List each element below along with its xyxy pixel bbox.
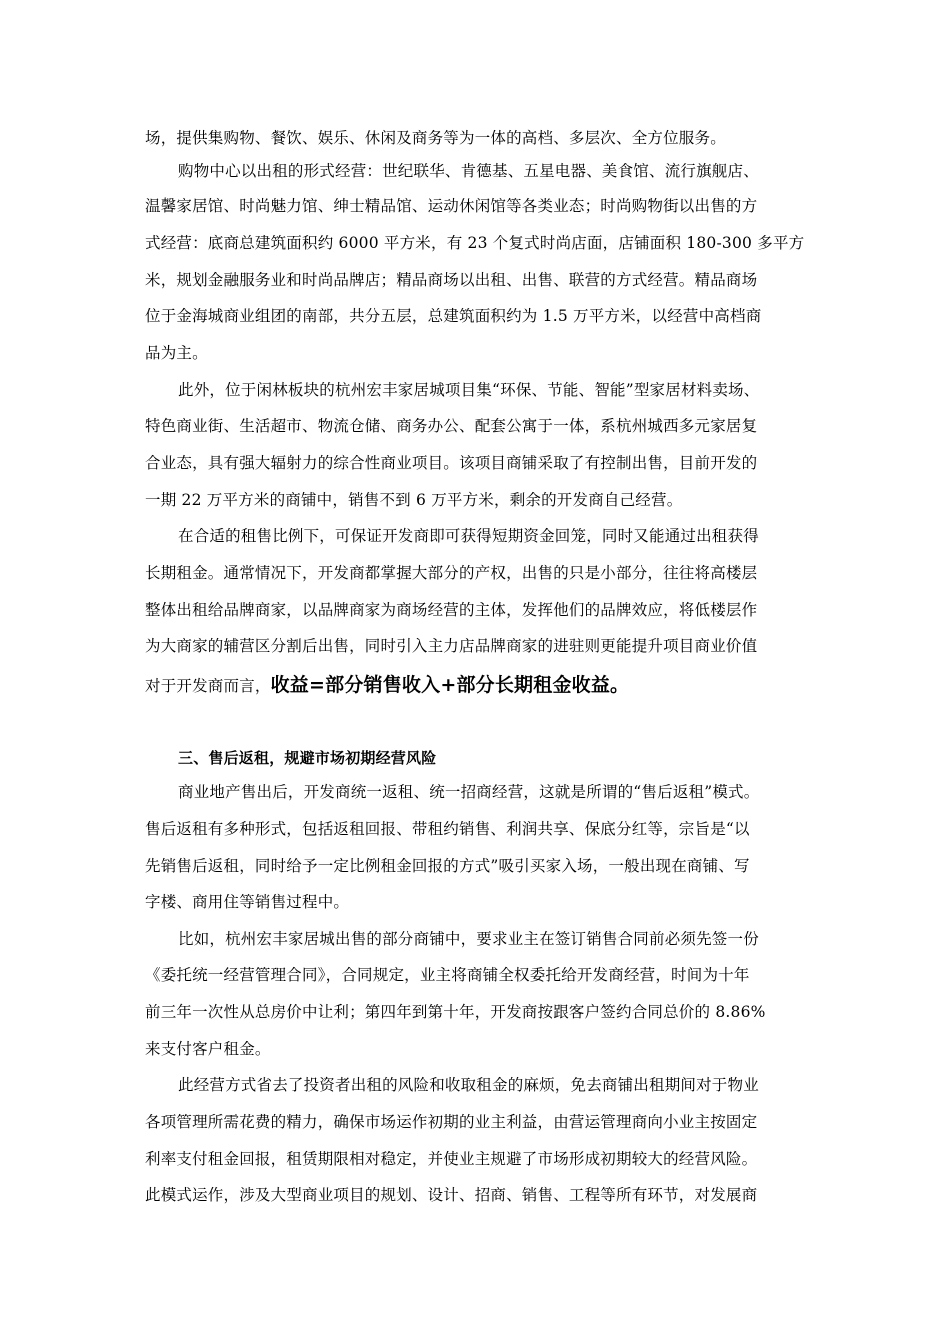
text-line: 商业地产售出后，开发商统一返租、统一招商经营，这就是所谓的“售后返租”模式。 bbox=[178, 783, 760, 801]
text-line: 长期租金。通常情况下，开发商都掌握大部分的产权，出售的只是小部分，往往将高楼层 bbox=[145, 564, 758, 582]
text-line: 在合适的租售比例下，可保证开发商即可获得短期资金回笼，同时又能通过出租获得 bbox=[178, 527, 759, 545]
text-line: 来支付客户租金。 bbox=[145, 1040, 271, 1058]
text-line bbox=[145, 675, 629, 696]
text-line: 品为主。 bbox=[145, 344, 208, 362]
text-line: 先销售后返租，同时给予一定比例租金回报的方式”吸引买家入场，一般出现在商铺、写 bbox=[145, 857, 750, 875]
text-line: 温馨家居馆、时尚魅力馆、绅士精品馆、运动休闲馆等各类业态；时尚购物街以出售的方 bbox=[145, 197, 758, 215]
text-line: 购物中心以出租的形式经营：世纪联华、肯德基、五星电器、美食馆、流行旗舰店、 bbox=[178, 162, 759, 180]
text-line: 《委托统一经营管理合同》，合同规定，业主将商铺全权委托给开发商经营，时间为十年 bbox=[145, 966, 750, 984]
text-line: 前三年一次性从总房价中让利；第四年到第十年，开发商按跟客户签约合同总价的 8.86% bbox=[145, 1003, 766, 1021]
text-line: 合业态，具有强大辐射力的综合性商业项目。该项目商铺采取了有控制出售，目前开发的 bbox=[145, 454, 758, 472]
text-line: 此模式运作，涉及大型商业项目的规划、设计、招商、销售、工程等所有环节，对发展商 bbox=[145, 1186, 758, 1204]
text-line: 为大商家的辅营区分割后出售，同时引入主力店品牌商家的进驻则更能提升项目商业价值 bbox=[145, 637, 758, 655]
text-line: 此经营方式省去了投资者出租的风险和收取租金的麻烦，免去商铺出租期间对于物业 bbox=[178, 1076, 759, 1094]
text-line: 米，规划金融服务业和时尚品牌店；精品商场以出租、出售、联营的方式经营。精品商场 bbox=[145, 271, 758, 289]
text-line: 特色商业街、生活超市、物流仓储、商务办公、配套公寓于一体，系杭州城西多元家居复 bbox=[145, 417, 758, 435]
text-line: 式经营：底商总建筑面积约 6000 平方米，有 23 个复式时尚店面，店铺面积 180-300 多平方 bbox=[145, 234, 805, 252]
text-line: 售后返租有多种形式，包括返租回报、带租约销售、利润共享、保底分红等，宗旨是“以 bbox=[145, 820, 750, 838]
section-heading: 三、售后返租，规避市场初期经营风险 bbox=[178, 749, 437, 767]
text-line: 比如，杭州宏丰家居城出售的部分商铺中，要求业主在签订销售合同前必须先签一份 bbox=[178, 930, 759, 948]
text-line: 场，提供集购物、餐饮、娱乐、休闲及商务等为一体的高档、多层次、全方位服务。 bbox=[145, 129, 726, 147]
text-line: 此外，位于闲林板块的杭州宏丰家居城项目集“环保、节能、智能”型家居材料卖场、 bbox=[178, 381, 760, 399]
text-line: 字楼、商用住等销售过程中。 bbox=[145, 893, 350, 911]
text-line: 各项管理所需花费的精力，确保市场运作初期的业主利益，由营运管理商向小业主按固定 bbox=[145, 1113, 758, 1131]
text-line: 整体出租给品牌商家，以品牌商家为商场经营的主体，发挥他们的品牌效应，将低楼层作 bbox=[145, 601, 758, 619]
text-line: 一期 22 万平方米的商铺中，销售不到 6 万平方米，剩余的开发商自己经营。 bbox=[145, 491, 683, 509]
text-line: 位于金海城商业组团的南部，共分五层，总建筑面积约为 1.5 万平方米，以经营中高档商 bbox=[145, 307, 762, 325]
text-line-lead: 对于开发商而言， bbox=[145, 677, 271, 695]
emphasis-formula: 收益=部分销售收入+部分长期租金收益。 bbox=[270, 674, 630, 696]
text-line: 利率支付租金回报，租赁期限相对稳定，并使业主规避了市场形成初期较大的经营风险。 bbox=[145, 1150, 758, 1168]
